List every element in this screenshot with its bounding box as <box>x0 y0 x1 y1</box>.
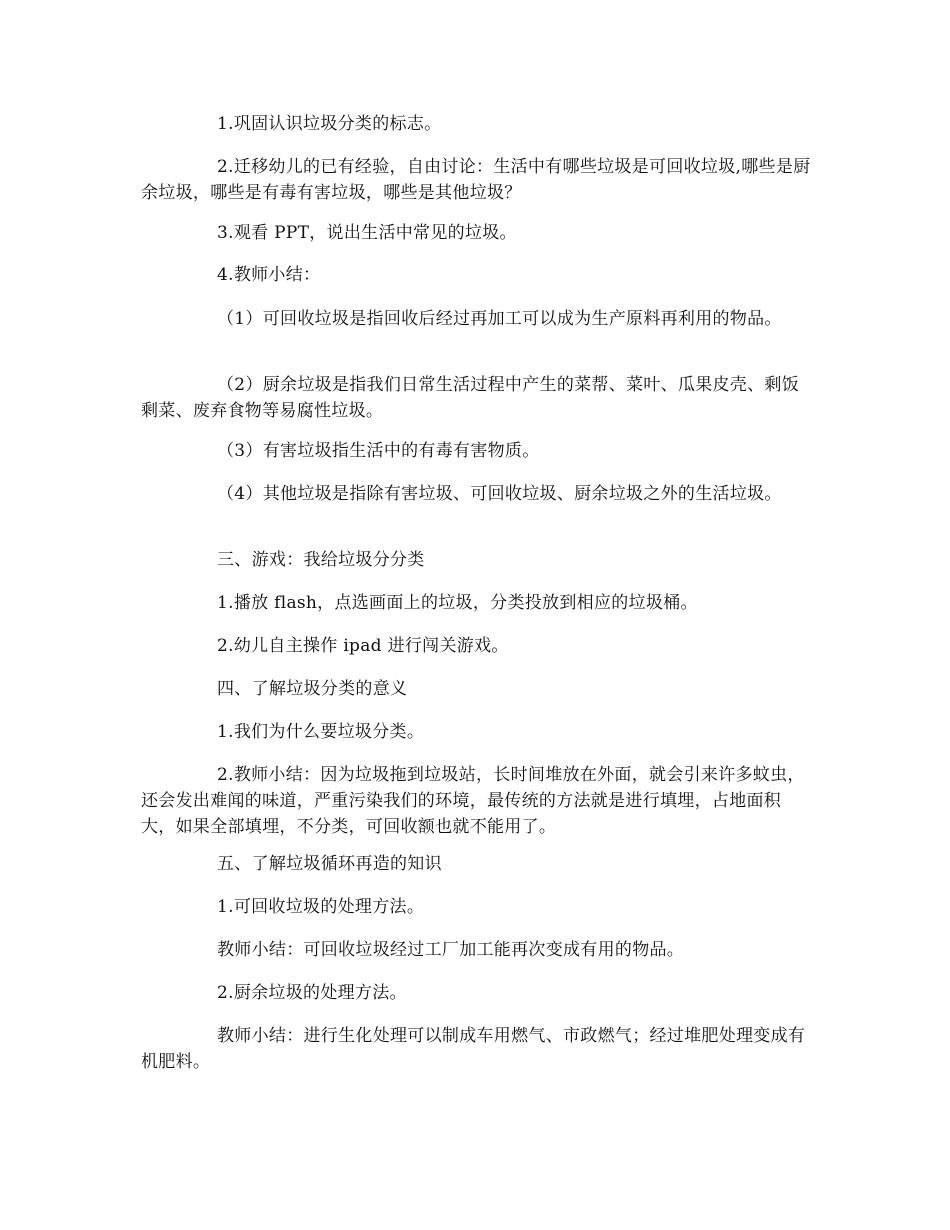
paragraph-13: 1.可回收垃圾的处理方法。 <box>217 897 425 917</box>
paragraph-9: 1.播放 flash，点选画面上的垃圾，分类投放到相应的垃圾桶。 <box>217 593 698 613</box>
paragraph-11: 1.我们为什么要垃圾分类。 <box>217 722 425 742</box>
paragraph-7: （3）有害垃圾指生活中的有毒有害物质。 <box>217 441 540 461</box>
paragraph-14: 教师小结：可回收垃圾经过工厂加工能再次变成有用的物品。 <box>217 940 685 960</box>
paragraph-12: 2.教师小结：因为垃圾拖到垃圾站，长时间堆放在外面，就会引来许多蚊虫，还会发出难闻的味道，严重污染我们的环境，最传统的方法就是进行填埋，占地面积大，如果全部填埋，不分类，可回收额也就不能用了。 <box>141 765 805 837</box>
paragraph-8: （4）其他垃圾是指除有害垃圾、可回收垃圾、厨余垃圾之外的生活垃圾。 <box>217 484 782 504</box>
paragraph-10: 2.幼儿自主操作 ipad 进行闯关游戏。 <box>217 636 509 656</box>
paragraph-2: 2.迁移幼儿的已有经验，自由讨论：生活中有哪些垃圾是可回收垃圾,哪些是厨余垃圾，哪些是有毒有害垃圾，哪些是其他垃圾？ <box>141 157 811 203</box>
section-heading-5: 五、了解垃圾循环再造的知识 <box>217 854 442 874</box>
paragraph-5: （1）可回收垃圾是指回收后经过再加工可以成为生产原料再利用的物品。 <box>217 309 782 329</box>
paragraph-4: 4.教师小结： <box>217 265 321 285</box>
paragraph-15: 2.厨余垃圾的处理方法。 <box>217 983 407 1003</box>
paragraph-6: （2）厨余垃圾是指我们日常生活过程中产生的菜帮、菜叶、瓜果皮壳、剩饭剩菜、废弃食物等易腐性垃圾。 <box>141 375 800 421</box>
paragraph-1: 1.巩固认识垃圾分类的标志。 <box>217 114 442 134</box>
paragraph-16: 教师小结：进行生化处理可以制成车用燃气、市政燃气；经过堆肥处理变成有机肥料。 <box>141 1026 806 1072</box>
paragraph-3: 3.观看 PPT，说出生活中常见的垃圾。 <box>217 223 517 243</box>
section-heading-3: 三、游戏：我给垃圾分分类 <box>217 550 425 570</box>
section-heading-4: 四、了解垃圾分类的意义 <box>217 679 408 699</box>
